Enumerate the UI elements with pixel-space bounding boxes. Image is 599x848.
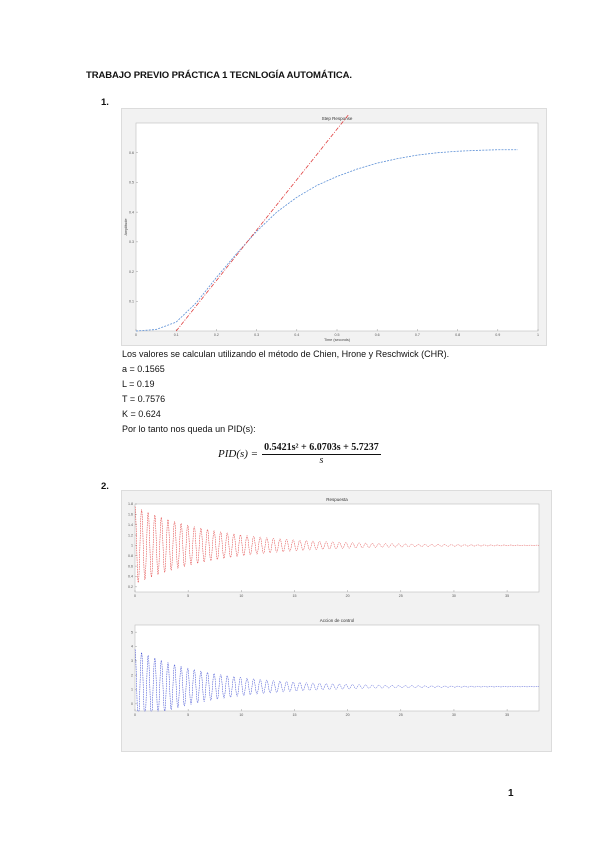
response-x-tick-label: 30 <box>451 594 456 598</box>
response-y-tick-label: 1.8 <box>128 502 133 507</box>
step-x-tick-label: 0.9 <box>495 333 501 337</box>
response-y-tick-label: 0.4 <box>128 574 133 579</box>
step-response-figure <box>121 108 547 346</box>
section-number-2: 2. <box>101 481 109 492</box>
param-t: T = 0.7576 <box>122 394 166 404</box>
response-x-tick-label: 35 <box>505 594 510 598</box>
step-x-tick-label: 1 <box>537 333 539 337</box>
step-x-axis-label: Time (seconds) <box>323 338 351 342</box>
control-y-tick-label: 3 <box>131 659 133 664</box>
control-x-tick-label: 10 <box>239 713 244 717</box>
response-y-tick-label: 1.4 <box>128 522 133 527</box>
response-y-tick-label: 1.6 <box>128 512 133 517</box>
param-a: a = 0.1565 <box>122 364 165 374</box>
control-y-tick-label: 0 <box>131 702 133 707</box>
page-number: 1 <box>508 788 514 799</box>
step-title: Step Response <box>321 116 353 121</box>
step-x-tick-label: 0.5 <box>334 333 340 337</box>
step-x-tick-label: 0.7 <box>414 333 420 337</box>
section-number-1: 1. <box>101 97 109 108</box>
control-plot-area <box>135 625 539 711</box>
step-x-tick-label: 0.2 <box>213 333 219 337</box>
step-y-tick-label: 0.1 <box>129 299 134 304</box>
response-x-tick-label: 0 <box>134 594 136 598</box>
formula-denominator: s <box>319 455 324 466</box>
response-y-tick-label: 0.2 <box>128 585 133 590</box>
response-plot-area <box>135 504 539 592</box>
method-intro: Los valores se calculan utilizando el método de Chien, Hrone y Reschwick (CHR). <box>122 349 450 359</box>
conclusion: Por lo tanto nos queda un PID(s): <box>122 424 256 434</box>
response-x-tick-label: 25 <box>398 594 403 598</box>
response-y-tick-label: 1.2 <box>128 533 133 538</box>
step-y-tick-label: 0.3 <box>129 240 134 245</box>
step-y-tick-label: 0.2 <box>129 269 134 274</box>
step-plot-area <box>136 123 538 331</box>
formula-numerator: 0.5421s² + 6.0703s + 5.7237 <box>264 442 379 453</box>
control-x-tick-label: 5 <box>187 713 190 717</box>
response-x-tick-label: 20 <box>345 594 350 598</box>
param-l: L = 0.19 <box>122 379 155 389</box>
control-y-tick-label: 2 <box>131 673 133 678</box>
control-x-tick-label: 20 <box>345 713 350 717</box>
control-title: Accion de control <box>319 618 355 623</box>
control-y-tick-label: 5 <box>131 630 133 635</box>
section1-text <box>122 347 449 437</box>
response-x-tick-label: 10 <box>239 594 244 598</box>
response-y-tick-label: 0.8 <box>128 553 133 558</box>
response-y-tick-label: 1 <box>131 543 133 548</box>
step-x-tick-label: 0.8 <box>455 333 461 337</box>
step-x-tick-label: 0.1 <box>173 333 179 337</box>
param-k: K = 0.624 <box>122 409 161 419</box>
step-y-tick-label: 0.4 <box>129 210 134 215</box>
response-y-tick-label: 0.6 <box>128 564 133 569</box>
step-x-tick-label: 0.3 <box>254 333 260 337</box>
response-title: Respuesta <box>326 497 348 502</box>
control-x-tick-label: 30 <box>451 713 456 717</box>
control-x-tick-label: 0 <box>134 713 136 717</box>
control-x-tick-label: 25 <box>398 713 403 717</box>
pid-formula <box>218 440 381 468</box>
step-response-chart <box>122 109 546 345</box>
step-y-axis-label: Amplitude <box>124 218 128 236</box>
control-x-tick-label: 35 <box>505 713 510 717</box>
step-x-tick-label: 0.4 <box>294 333 300 337</box>
control-y-tick-label: 4 <box>131 644 133 649</box>
step-y-tick-label: 0.5 <box>129 180 134 185</box>
response-x-tick-label: 5 <box>187 594 190 598</box>
document-title: TRABAJO PREVIO PRÁCTICA 1 TECNLOGÍA AUTOMÁTICA. <box>86 70 352 81</box>
step-x-tick-label: 0.6 <box>374 333 380 337</box>
control-y-tick-label: 1 <box>131 687 133 692</box>
formula-lhs: PID(s) = <box>218 448 259 460</box>
step-y-tick-label: 0.6 <box>129 150 134 155</box>
formula-fraction <box>262 442 381 466</box>
response-control-figure <box>121 490 552 752</box>
step-x-tick-label: 0 <box>135 333 137 337</box>
response-x-tick-label: 15 <box>292 594 297 598</box>
response-control-chart <box>122 491 551 751</box>
control-x-tick-label: 15 <box>292 713 297 717</box>
